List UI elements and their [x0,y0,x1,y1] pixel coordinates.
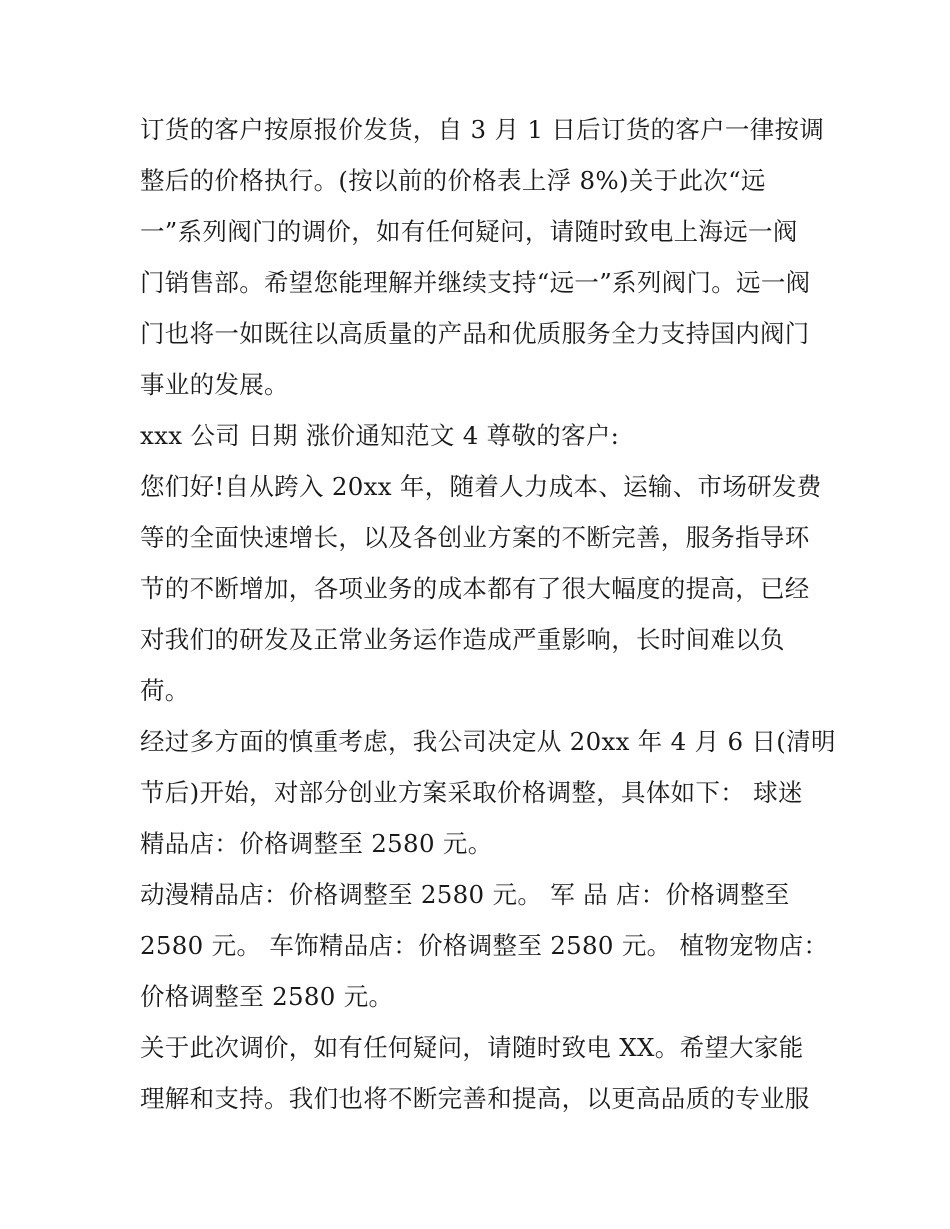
text-line: 整后的价格执行。(按以前的价格表上浮 8%)关于此次“远 [140,166,766,195]
text-line: xxx 公司 日期 涨价通知范文 4 尊敬的客户: [140,421,620,450]
text-line: 荷。 [140,676,190,705]
text-line: 经过多方面的慎重考虑，我公司决定从 20xx 年 4 月 6 日(清明 [140,727,836,756]
text-line: 节后)开始，对部分创业方案采取价格调整，具体如下： 球迷 [140,778,803,807]
text-line: 您们好!自从跨入 20xx 年，随着人力成本、运输、市场研发费 [140,472,822,501]
text-line: 关于此次调价，如有任何疑问，请随时致电 XX。希望大家能 [140,1033,804,1062]
body-text [140,104,836,1124]
text-line: 门销售部。希望您能理解并继续支持“远一”系列阀门。远一阀 [140,268,811,297]
text-line: 理解和支持。我们也将不断完善和提高，以更高品质的专业服 [140,1084,810,1113]
text-line: 订货的客户按原报价发货，自 3 月 1 日后订货的客户一律按调 [140,115,825,144]
text-line: 一”系列阀门的调价，如有任何疑问，请随时致电上海远一阀 [140,217,798,246]
text-line: 门也将一如既往以高质量的产品和优质服务全力支持国内阀门 [140,319,810,348]
text-line: 等的全面快速增长，以及各创业方案的不断完善，服务指导环 [140,523,810,552]
text-line: 事业的发展。 [140,370,289,399]
text-line: 价格调整至 2580 元。 [140,982,394,1011]
text-line: 对我们的研发及正常业务运作造成严重影响，长时间难以负 [140,625,785,654]
text-line: 2580 元。 车饰精品店：价格调整至 2580 元。 植物宠物店： [140,931,829,960]
text-line: 节的不断增加，各项业务的成本都有了很大幅度的提高，已经 [140,574,810,603]
text-line: 精品店：价格调整至 2580 元。 [140,829,493,858]
text-line: 动漫精品店：价格调整至 2580 元。 军 品 店：价格调整至 [140,880,790,909]
